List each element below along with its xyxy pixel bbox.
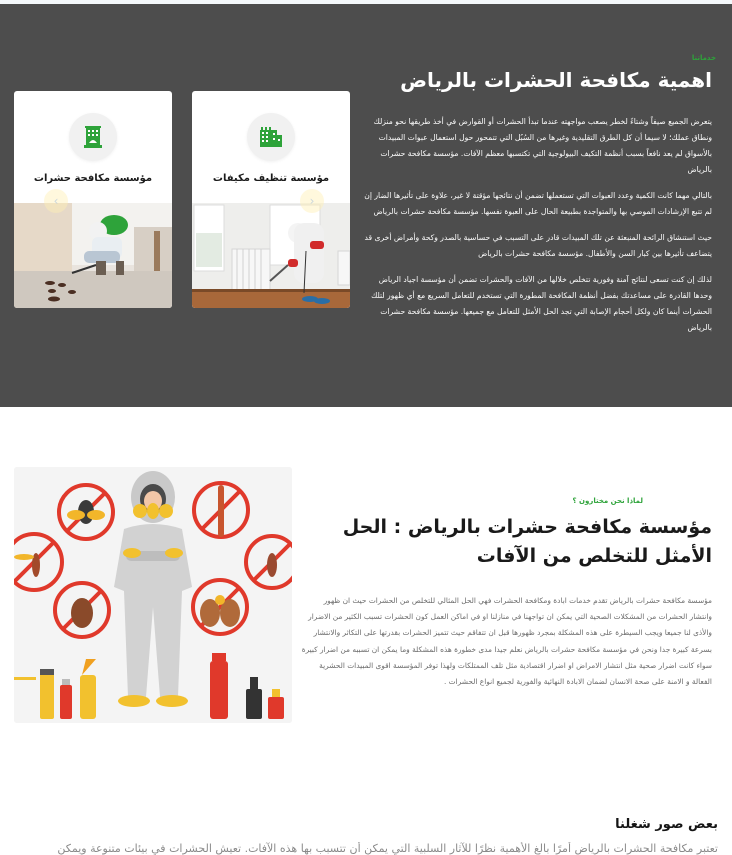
card-photo-pest-control (14, 203, 172, 308)
card-icon-circle (247, 113, 295, 161)
services-paragraph: لذلك إن كنت تسعى لنتائج آمنة وفورية تتخلص خلالها من الآفات والحشرات تضمن أن مؤسسة اجياد الرياض وحدها القادرة على مساعدتك بفضل أنظمة المكافحة المطورة التي تستخدم للتعامل السريع مع أي ظهور لتلك الحشرات أينما كان ولكل أحجام الإصابة التي تجد الحل الأمثل للتعامل مع جميعها. مؤسسة مكافحة حشرات بالرياض (371, 275, 712, 332)
why-us-body: مؤسسة مكافحة حشرات بالرياض تقدم خدمات ابادة ومكافحة الحشرات فهي الحل المثالي للتخلص من الحشرات حيث ان ظهور وانتشار الحشرات من المشكلات الصحية التي يمكن ان تواجهنا في منازلنا او في اماكن العمل كون الحشرات تسبب الكثير من الاضرار والأذى لنا جميعا ويجب السيطرة على هذه المشكلة بمجرد ظهورها قبل ان تتفاقم حيث تتميز الحشرات بقدرتها على التكاثر والانتشار بسرعة كبيرة جدا ونحن في مؤسسة مكافحة حشرات بالرياض نعلم جيدا مدى خطورة هذه المشكلة وما يمكن ان تسببه من اضرار كبيرة سواء كانت اضرار صحية مثل انتشار الامراض او اضرار اقتصادية مثل تلف الممتلكات ولهذا توفر المؤسسة اقوى المبيدات الحشرية الفعالة و الامنة على صحة الانسان لضمان الابادة النهائية والفورية لجميع انواع الحشرات . (301, 596, 712, 687)
gallery-intro: تعتبر مكافحة الحشرات بالرياض أمرًا بالغ الأهمية نظرًا للآثار السلبية التي يمكن أن تتسبب بها هذه الآفات. تعيش الحشرات في بيئات متنوعة ويمكن (57, 842, 718, 855)
why-us-eyebrow: لماذا نحن مختارون ؟ (572, 497, 643, 505)
slider-next-button[interactable]: › (300, 189, 324, 213)
hotel-building-icon (83, 126, 103, 148)
service-card-pest-control[interactable] (14, 91, 172, 308)
pest-control-photo (14, 203, 172, 308)
services-paragraph: حيث استنشاق الرائحة المنبعثة عن تلك المبيدات قادر على التسبب في حساسية بالصدر وكحة وأمراض أخرى قد يتضاعف تأثيرها بين كبار السن والأطفال. مؤسسة مكافحة حشرات بالرياض (364, 233, 712, 258)
service-card-ac-cleaning[interactable] (192, 91, 350, 308)
gallery-title: بعض صور شغلنا (615, 817, 718, 832)
city-buildings-icon (259, 127, 283, 147)
slider-prev-button[interactable]: ‹ (44, 189, 68, 213)
why-us-title: مؤسسة مكافحة حشرات بالرياض : الحل الأمثل للتخلص من الآفات (342, 516, 712, 567)
card-photo-ac-cleaning (192, 203, 350, 308)
services-body (360, 114, 712, 346)
pest-control-illustration (14, 467, 292, 723)
services-eyebrow: خدماتنا (691, 54, 716, 62)
services-paragraph: بالتالي مهما كانت الكمية وعدد العبوات التي تستعملها تضمن أن نتائجها مؤقتة لا غير، علاوة على تأثيرها الضار إن لم تتبع الإرشادات الموصي بها والمتواجدة بطبيعة الحال على العبوة نفسها. مؤسسة مكافحة حشرات بالرياض (364, 191, 712, 216)
services-paragraph: يتعرض الجميع صيفاً وشتاءً لخطر يصعب مواجهته عندما تبدأ الحشرات أو القوارض في أخذ طريقها نحو منزلك ونطاق عملك؛ لا سيما أن كل الطرق التقليدية وغيرها من السُبُل التي تتمحور حول استعمال عبوات المبيدات بالأسواق لم يعد نافعاً بسبب أنظمة التكيف البيولوجية التي تكتسبها معظم الآفات. مؤسسة مكافحة حشرات بالرياض (373, 117, 712, 174)
services-section (0, 4, 732, 407)
pest-worker-illustration (14, 467, 292, 723)
card-icon-circle (69, 113, 117, 161)
ac-cleaning-photo (192, 203, 350, 308)
card-title: مؤسسة تنظيف مكيفات (212, 173, 330, 184)
services-title: اهمية مكافحة الحشرات بالرياض (400, 68, 712, 92)
card-title: مؤسسة مكافحة حشرات (33, 173, 153, 184)
